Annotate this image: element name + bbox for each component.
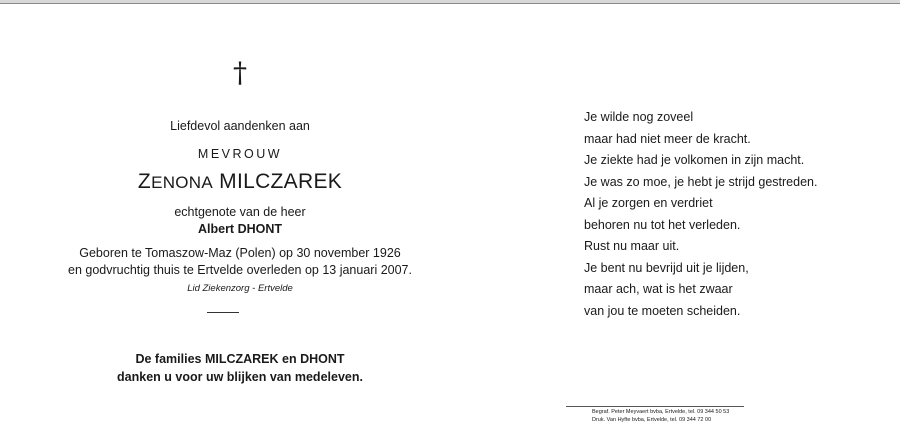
deceased-name (40, 170, 440, 194)
spouse-label: echtgenote van de heer (174, 205, 306, 219)
birth-line: Geboren te Tomaszow-Maz (Polen) op 30 november 1926 (79, 246, 401, 260)
poem-line: van jou te moeten scheiden. (584, 303, 741, 318)
membership-note: Lid Ziekenzorg - Ertvelde (187, 283, 293, 294)
poem-line: maar ach, wat is het zwaar (584, 282, 733, 296)
poem-line: Je bent nu bevrijd uit je lijden, (584, 260, 749, 275)
thanks-line-2: danken u voor uw blijken van medeleven. (117, 370, 363, 384)
thanks-block (40, 350, 440, 386)
spouse-name: Albert DHONT (197, 222, 283, 236)
death-line: en godvruchtig thuis te Ertvelde overleden op 13 januari 2007. (68, 263, 412, 277)
divider (207, 312, 239, 313)
top-border-line (0, 3, 900, 4)
poem-line: Al je zorgen en verdriet (584, 196, 713, 210)
print-credit: Druk. Van Hyfte bvba, Ertvelde, tel. 09 344 72 00 (592, 416, 712, 423)
poem (584, 109, 817, 324)
honorific-title: MEVROUW (197, 147, 283, 161)
poem-line: Je wilde nog zoveel (584, 110, 694, 124)
intro-text: Liefdevol aandenken aan (170, 119, 310, 133)
poem-line: behoren nu tot het verleden. (584, 217, 741, 232)
cross-icon: † (233, 56, 247, 89)
first-name-initial: Z (137, 170, 152, 193)
poem-line: maar had niet meer de kracht. (584, 131, 751, 146)
footer-divider (566, 406, 744, 407)
surname: MILCZAREK (219, 170, 343, 193)
printer-credits (592, 409, 729, 424)
thanks-line-1: De families MILCZAREK en DHONT (135, 352, 345, 366)
first-name-rest: ENONA (151, 173, 214, 192)
poem-line: Je ziekte had je volkomen in zijn macht. (584, 153, 805, 167)
poem-line: Rust nu maar uit. (584, 239, 680, 253)
funeral-credit: Begraf. Peter Meyvaert bvba, Ertvelde, tel. 09 344 50 53 (592, 409, 730, 415)
poem-line: Je was zo moe, je hebt je strijd gestreden. (584, 174, 818, 189)
